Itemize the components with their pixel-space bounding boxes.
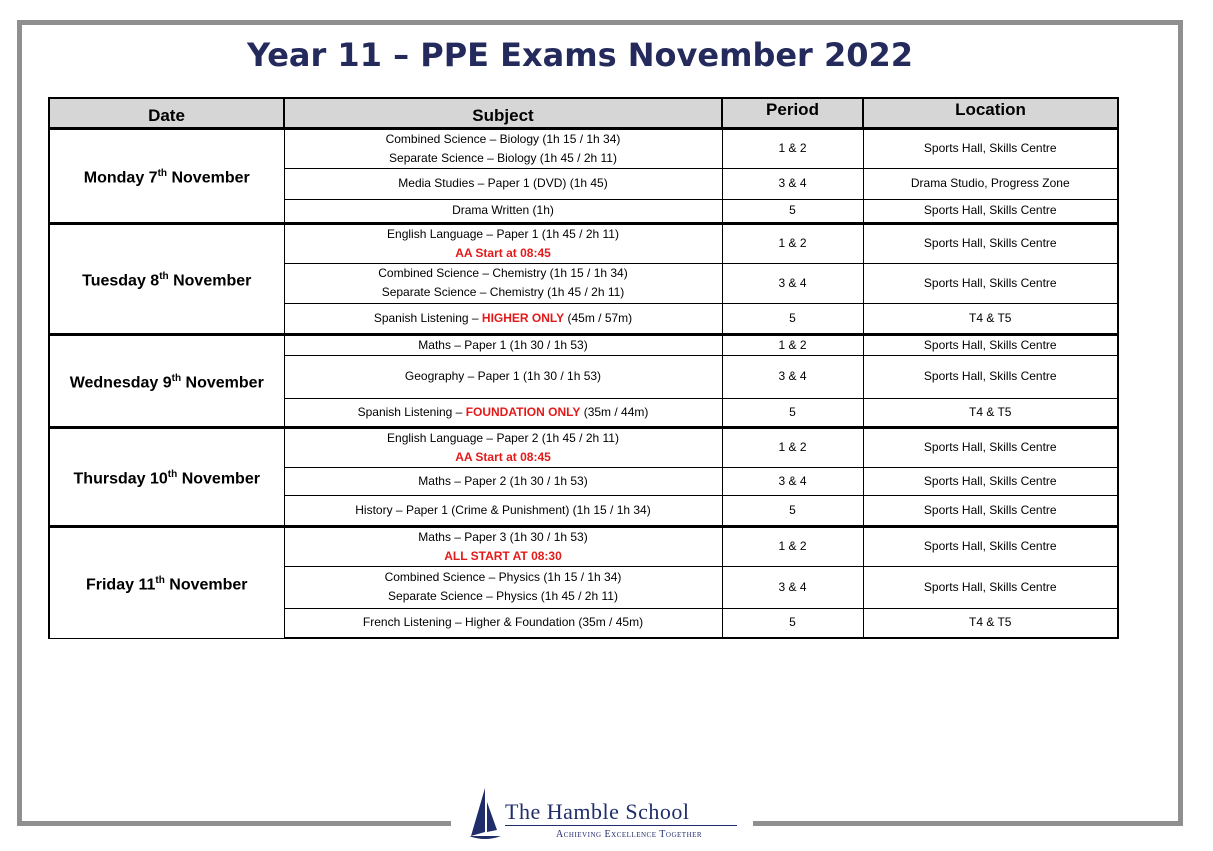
period-cell: 5 (722, 303, 863, 334)
period-cell: 1 & 2 (722, 526, 863, 566)
column-header-period: Period (722, 98, 863, 128)
location-cell: Sports Hall, Skills Centre (863, 526, 1118, 566)
period-cell: 3 & 4 (722, 263, 863, 303)
location-cell: Drama Studio, Progress Zone (863, 168, 1118, 199)
subject-cell: Spanish Listening – HIGHER ONLY (45m / 57m) (284, 303, 722, 334)
period-cell: 5 (722, 608, 863, 638)
subject-cell: Combined Science – Physics (1h 15 / 1h 34) Separate Science – Physics (1h 45 / 2h 11) (284, 566, 722, 608)
location-cell: T4 & T5 (863, 398, 1118, 427)
day-cell: Wednesday 9th November (49, 334, 284, 427)
location-cell: Sports Hall, Skills Centre (863, 263, 1118, 303)
period-cell: 5 (722, 398, 863, 427)
period-cell: 1 & 2 (722, 223, 863, 263)
subject-cell: French Listening – Higher & Foundation (35m / 45m) (284, 608, 722, 638)
period-cell: 1 & 2 (722, 427, 863, 467)
period-cell: 3 & 4 (722, 355, 863, 398)
location-cell: T4 & T5 (863, 303, 1118, 334)
period-cell: 3 & 4 (722, 467, 863, 495)
location-cell: Sports Hall, Skills Centre (863, 427, 1118, 467)
subject-cell: Combined Science – Chemistry (1h 15 / 1h 34) Separate Science – Chemistry (1h 45 / 2h 11) (284, 263, 722, 303)
subject-cell: English Language – Paper 1 (1h 45 / 2h 11) AA Start at 08:45 (284, 223, 722, 263)
subject-cell: English Language – Paper 2 (1h 45 / 2h 11) AA Start at 08:45 (284, 427, 722, 467)
school-name: The Hamble School (505, 799, 690, 824)
location-cell: Sports Hall, Skills Centre (863, 467, 1118, 495)
subject-cell: Maths – Paper 1 (1h 30 / 1h 53) (284, 334, 722, 355)
period-cell: 5 (722, 495, 863, 526)
subject-cell: Maths – Paper 3 (1h 30 / 1h 53) ALL START AT 08:30 (284, 526, 722, 566)
page-title: Year 11 – PPE Exams November 2022 (246, 36, 914, 74)
subject-cell: Media Studies – Paper 1 (DVD) (1h 45) (284, 168, 722, 199)
location-cell: Sports Hall, Skills Centre (863, 199, 1118, 223)
period-cell: 1 & 2 (722, 128, 863, 168)
subject-cell: Maths – Paper 2 (1h 30 / 1h 53) (284, 467, 722, 495)
subject-cell: Geography – Paper 1 (1h 30 / 1h 53) (284, 355, 722, 398)
day-cell: Tuesday 8th November (49, 223, 284, 334)
column-header-date: Date (49, 98, 284, 128)
location-cell: Sports Hall, Skills Centre (863, 566, 1118, 608)
location-cell: T4 & T5 (863, 608, 1118, 638)
table-row (49, 334, 1118, 355)
boat-hull-icon (469, 836, 501, 839)
sail-icon (471, 788, 485, 836)
location-cell: Sports Hall, Skills Centre (863, 223, 1118, 263)
period-cell: 1 & 2 (722, 334, 863, 355)
day-cell: Thursday 10th November (49, 427, 284, 526)
day-cell: Monday 7th November (49, 128, 284, 223)
subject-cell: Drama Written (1h) (284, 199, 722, 223)
period-cell: 3 & 4 (722, 168, 863, 199)
subject-cell: History – Paper 1 (Crime & Punishment) (1h 15 / 1h 34) (284, 495, 722, 526)
location-cell: Sports Hall, Skills Centre (863, 355, 1118, 398)
table-row (49, 526, 1118, 566)
location-cell: Sports Hall, Skills Centre (863, 128, 1118, 168)
period-cell: 5 (722, 199, 863, 223)
exam-timetable (48, 97, 1119, 639)
period-cell: 3 & 4 (722, 566, 863, 608)
location-cell: Sports Hall, Skills Centre (863, 334, 1118, 355)
location-cell: Sports Hall, Skills Centre (863, 495, 1118, 526)
subject-cell: Spanish Listening – FOUNDATION ONLY (35m / 44m) (284, 398, 722, 427)
table-header-row (49, 98, 1118, 128)
day-cell: Friday 11th November (49, 526, 284, 638)
logo-divider (505, 825, 737, 826)
subject-cell: Combined Science – Biology (1h 15 / 1h 34) Separate Science – Biology (1h 45 / 2h 11) (284, 128, 722, 168)
table-row (49, 223, 1118, 263)
table-row (49, 427, 1118, 467)
table-row (49, 128, 1118, 168)
column-header-subject: Subject (284, 98, 722, 128)
sail-icon-small (487, 802, 497, 832)
column-header-location: Location (863, 98, 1118, 128)
school-tagline: Achieving Excellence Together (556, 829, 703, 840)
